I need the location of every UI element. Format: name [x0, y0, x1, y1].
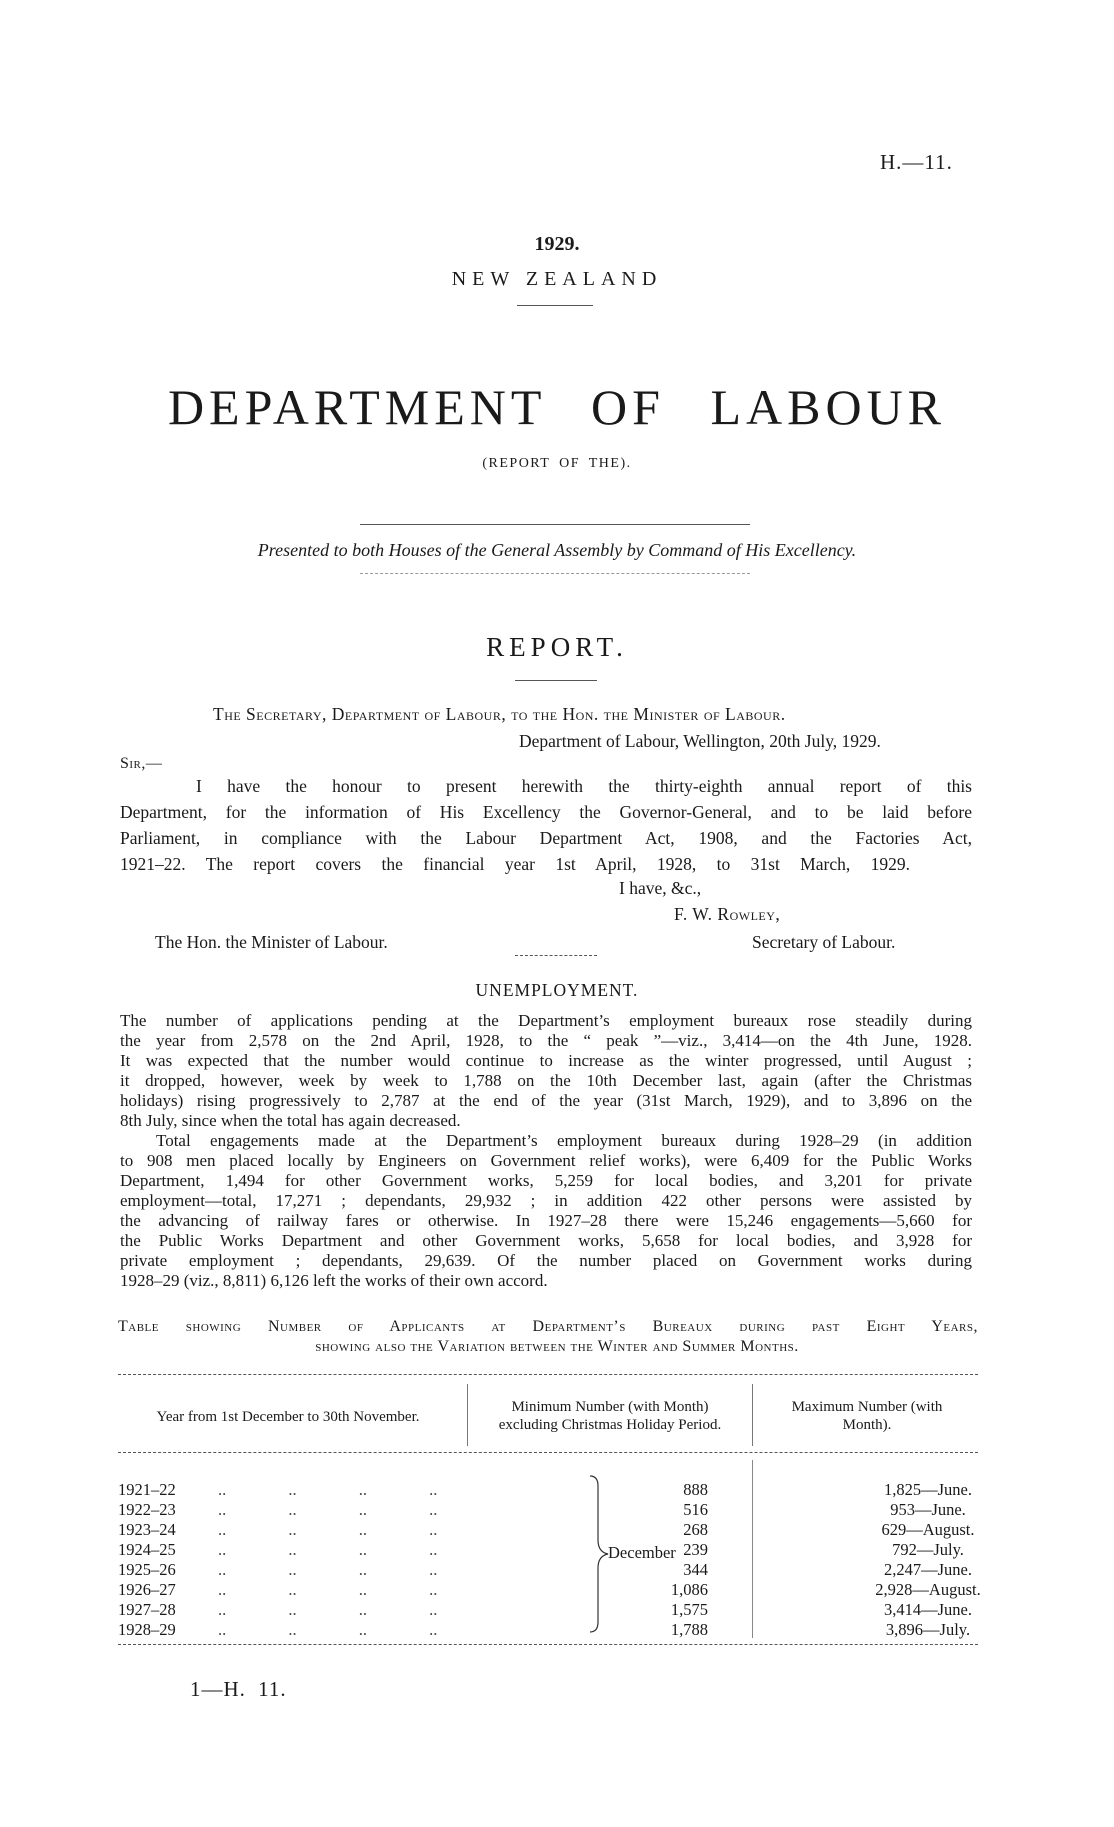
leader-dots: .. .. .. ..	[218, 1620, 438, 1639]
paragraph-line: employment—total, 17,271 ; dependants, 29,932 ; in addition 422 other persons were assisted by	[120, 1191, 972, 1210]
column-divider	[467, 1384, 468, 1446]
paragraph-line: The number of applications pending at the Department’s employment bureaux rose steadily during	[120, 1011, 972, 1030]
paragraph-line: private employment ; dependants, 29,639. Of the number placed on Government works during	[120, 1251, 972, 1270]
section-heading-unemployment: UNEMPLOYMENT.	[475, 980, 639, 1000]
table-row	[118, 1500, 978, 1520]
report-heading-divider	[515, 680, 597, 681]
table-row	[118, 1540, 978, 1560]
minimum-cell: 888	[683, 1480, 708, 1499]
letter-line: I have the honour to present herewith the thirty-eighth annual report of this	[196, 776, 972, 796]
maximum-cell: 3,414—June.	[884, 1600, 972, 1619]
table-header-rule	[118, 1452, 978, 1453]
paragraph-line: It was expected that the number would continue to increase as the winter progressed, until August ;	[120, 1051, 972, 1070]
paragraph-line: Total engagements made at the Department’s employment bureaux during 1928–29 (in addition	[156, 1131, 972, 1150]
paragraph-line: to 908 men placed locally by Engineers on Government relief works), were 6,409 for the Public Works	[120, 1151, 972, 1170]
leader-dots: .. .. .. ..	[218, 1560, 438, 1579]
leader-dots: .. .. .. ..	[218, 1580, 438, 1599]
paragraph-line: the advancing of railway fares or otherwise. In 1927–28 there were 15,246 engagements—5,660 for	[120, 1211, 972, 1230]
minimum-cell: 239	[683, 1540, 708, 1559]
letter-line: Parliament, in compliance with the Labour Department Act, 1908, and the Factories Act,	[120, 828, 972, 848]
letter-divider	[515, 955, 597, 956]
year-cell: 1921–22	[118, 1480, 176, 1499]
leader-dots: .. .. .. ..	[218, 1520, 438, 1539]
column-header-maximum-line: Maximum Number (with	[791, 1399, 943, 1415]
salutation: Sir,—	[120, 755, 163, 772]
maximum-cell: 2,928—August.	[875, 1580, 981, 1599]
leader-dots: .. .. .. ..	[218, 1500, 438, 1519]
letter-line: 1921–22. The report covers the financial year 1st April, 1928, to 31st March, 1929.	[120, 854, 910, 874]
paragraph-line: 8th July, since when the total has again decreased.	[120, 1111, 461, 1130]
presented-divider	[360, 573, 750, 574]
maximum-cell: 629—August.	[881, 1520, 975, 1539]
short-divider	[517, 305, 593, 306]
minimum-cell: 1,788	[670, 1620, 708, 1639]
table-row	[118, 1620, 978, 1640]
paragraph-line: 1928–29 (viz., 8,811) 6,126 left the works of their own accord.	[120, 1271, 548, 1290]
column-header-minimum-line: excluding Christmas Holiday Period.	[498, 1417, 722, 1433]
unemployment-paragraph-1	[120, 1011, 972, 1131]
table-bottom-rule	[118, 1644, 978, 1645]
paragraph-line: Department, 1,494 for other Government works, 5,259 for local bodies, and 3,201 for private	[120, 1171, 972, 1190]
leader-dots: .. .. .. ..	[218, 1540, 438, 1559]
letter-body	[120, 773, 972, 877]
minimum-cell: 1,575	[670, 1600, 708, 1619]
year-cell: 1928–29	[118, 1620, 176, 1639]
minimum-cell: 1,086	[670, 1580, 708, 1599]
minimum-cell: 268	[683, 1520, 708, 1539]
table-caption-line-2: showing also the Variation between the Winter and Summer Months.	[315, 1338, 799, 1355]
minimum-cell: 516	[683, 1500, 708, 1519]
letter-line: Department, for the information of His Excellency the Governor-General, and to be laid before	[120, 802, 972, 822]
maximum-cell: 792—July.	[892, 1540, 964, 1559]
table-caption-line-1: Table showing Number of Applicants at Department’s Bureaux during past Eight Years,	[118, 1318, 978, 1335]
signatory-title: Secretary of Labour.	[752, 932, 896, 952]
minimum-month-label: December	[608, 1543, 676, 1562]
country-name: NEW ZEALAND	[451, 268, 663, 290]
title-divider	[360, 524, 750, 525]
column-header-minimum	[470, 1398, 750, 1434]
column-divider	[752, 1384, 753, 1446]
leader-dots: .. .. .. ..	[218, 1480, 438, 1499]
paragraph-line: the Public Works Department and other Government works, 5,658 for local bodies, and 3,928 for	[120, 1231, 972, 1250]
signatory-name: F. W. Rowley,	[674, 904, 781, 924]
year-cell: 1923–24	[118, 1520, 176, 1539]
table-row	[118, 1560, 978, 1580]
paragraph-line: holidays) rising progressively to 2,787 at the end of the year (31st March, 1929), and to 3,896 on the	[120, 1091, 972, 1110]
report-heading: REPORT.	[486, 632, 628, 662]
presented-line: Presented to both Houses of the General Assembly by Command of His Excellency.	[257, 540, 857, 560]
column-header-maximum-line: Month).	[842, 1417, 892, 1433]
column-header-maximum	[756, 1398, 978, 1434]
leader-dots: .. .. .. ..	[218, 1600, 438, 1619]
maximum-cell: 3,896—July.	[885, 1620, 971, 1639]
paragraph-line: the year from 2,578 on the 2nd April, 1928, to the “ peak ”—viz., 3,414—on the 4th June, 1928.	[120, 1031, 972, 1050]
year-cell: 1922–23	[118, 1500, 176, 1519]
unemployment-paragraph-2	[120, 1131, 972, 1291]
paragraph-line: it dropped, however, week by week to 1,788 on the 10th December last, again (after the Christmas	[120, 1071, 972, 1090]
table-row	[118, 1580, 981, 1600]
recipient-line: The Hon. the Minister of Labour.	[155, 932, 388, 952]
place-date: Department of Labour, Wellington, 20th July, 1929.	[519, 731, 881, 751]
minimum-cell: 344	[683, 1560, 708, 1579]
year-cell: 1924–25	[118, 1540, 176, 1559]
table-top-rule	[118, 1374, 978, 1375]
maximum-cell: 2,247—June.	[884, 1560, 972, 1579]
table-row	[118, 1480, 978, 1500]
table-row	[118, 1600, 978, 1620]
column-header-minimum-line: Minimum Number (with Month)	[511, 1399, 709, 1415]
closing-line: I have, &c.,	[619, 878, 702, 898]
year-cell: 1925–26	[118, 1560, 176, 1579]
addressee-line: The Secretary, Department of Labour, to the Hon. the Minister of Labour.	[213, 704, 786, 724]
document-title: DEPARTMENT OF LABOUR	[167, 379, 947, 435]
document-subtitle: (REPORT OF THE).	[482, 456, 632, 471]
page-reference: H.—11.	[880, 150, 953, 174]
report-year: 1929.	[534, 233, 580, 255]
table-row	[118, 1520, 978, 1540]
column-header-year: Year from 1st December to 30th November.	[156, 1409, 420, 1425]
sheet-reference: 1—H. 11.	[190, 1677, 287, 1701]
year-cell: 1926–27	[118, 1580, 176, 1599]
maximum-cell: 953—June.	[890, 1500, 966, 1519]
maximum-cell: 1,825—June.	[884, 1480, 972, 1499]
year-cell: 1927–28	[118, 1600, 176, 1619]
